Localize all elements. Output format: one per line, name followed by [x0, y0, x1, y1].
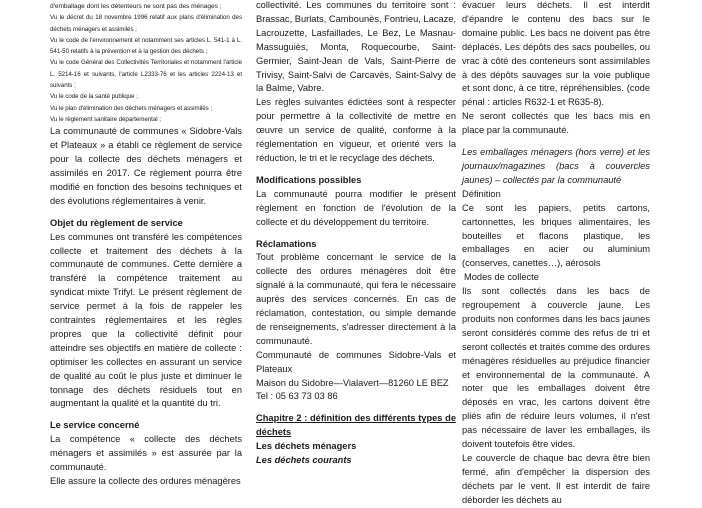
- middle-column: [256, 0, 456, 468]
- rules-paragraph: Les règles suivantes édictées sont à respecter pour permettre à la collectivité de mettre en œuvre un service de qualité, conforme à la réglementation en vigueur, et orienté vers la réduction, le tri et le recyclage des déchets.: [256, 97, 456, 163]
- left-column: [50, 1, 242, 489]
- right-intro-paragraph: évacuer leurs déchets. Il est interdit d'épandre le contenu des bacs sur le domaine public. Les bacs ne doivent pas être déplacés. Les dépôts des sacs poubelles, ou vrac à côté des conteneurs sont assimilables à des dépôts sauvages sur la voie publique et sont donc, à ce titre, répréhensibles. (code pénal : articles R632-1 et R635-8).: [462, 0, 650, 108]
- modes-label: Modes de collecte: [464, 272, 539, 283]
- right-column: [462, 0, 650, 508]
- reference-line: d'emballage dont les détenteurs ne sont pas des ménages ;: [50, 3, 222, 10]
- section-heading-objet: Objet du règlement de service: [50, 217, 183, 228]
- only-bacs-paragraph: Ne seront collectés que les bacs mis en place par la communauté.: [462, 111, 650, 136]
- chapter-subtitle: Les déchets ménagers: [256, 441, 357, 452]
- section-heading-reclamations: Réclamations: [256, 238, 317, 249]
- reference-line: Vu le plan d'élimination des déchets ménagers et assimilés ;: [50, 104, 213, 112]
- section-heading-service: Le service concerné: [50, 420, 140, 431]
- section-body-reclamations: Tout problème concernant le service de la collecte des ordures ménagères doit être signalé à la communauté, qui fera le nécessaire auprès des services concernés. En cas de réclamation, contestation, ou simple demande de renseignements, s'adresser directement à la communauté.: [256, 252, 456, 346]
- section-body-objet: Les communes ont transféré les compétences collecte et traitement des déchets à la communauté de communes. Cette dernière a transféré la compétence traitement au syndicat mixte Trifyl. Le présent règlement de service permet à la fois de rappeler les contraintes réglementaires et les règles propres que la collectivité définit pour atteindre ses objectifs en matière de collecte : optimiser les collectes en assurant un service de qualité au coût le plus juste et diminuer le tonnage des déchets résiduels tout en augmentant la qualité et la quantité du tri.: [50, 231, 242, 409]
- cut-off-line: Elle assure la collecte des ordures ménagères: [50, 476, 241, 487]
- definition-label: Définition: [462, 188, 501, 199]
- reference-line: Vu le code Général des Collectivités Territoriales et notamment l'article L. 5214-16 et suivants, l'article L2333-76 et les articles 2224-13 et suivants ;: [50, 59, 242, 90]
- communes-paragraph: collectivité. Les communes du territoire sont : Brassac, Burlats, Cambounès, Fontrieu, Lacaze, Lacrouzette, Lasfaillades, Le Bez, Le Masnau-Massuguiès, Monta, Roquecourbe, Saint-Germier, Saint-Jean de Vals, Saint-Pierre de Trivisy, Saint-Salvi de Carcavès, Saint-Salvy de la Balme, Vabre.: [256, 0, 456, 94]
- reference-line: Vu le code de la santé publique ;: [50, 93, 138, 101]
- section-body-modifications: La communauté pourra modifier le présent règlement en fonction de l'évolution de la collecte et du développement du territoire.: [256, 188, 456, 227]
- section-body-service: La compétence « collecte des déchets ménagers et assimilés » est assurée par la communauté.: [50, 434, 242, 473]
- contact-name: Communauté de communes Sidobre-Vals et Plateaux: [256, 349, 456, 374]
- contact-phone: Tel : 05 63 73 03 86: [256, 391, 338, 402]
- couvercle-paragraph: Le couvercle de chaque bac devra être bien fermé, afin d'empêcher la dispersion des déchets par le vent. Il est interdit de faire déborder les déchets au: [462, 453, 650, 505]
- section-heading-modifications: Modifications possibles: [256, 174, 362, 185]
- legal-references: [50, 1, 242, 125]
- chapter-title: Chapitre 2 : définition des différents types de déchets: [256, 413, 456, 438]
- contact-address: Maison du Sidobre—Vialavert—81260 LE BEZ: [256, 377, 449, 388]
- modes-body: Ils sont collectés dans les bacs de regroupement à couvercle jaune. Les produits non conformes dans les bacs jaunes seront considérés comme des refus de tri et seront collectés et traités comme des ordures ménagères résiduelles au préjudice financier et environnemental de la communauté. A noter que les emballages doivent être déposés en vrac, les cartons doivent être pliés afin de réduire leurs volumes, il n'est pas nécessaire de laver les emballages, ils doivent toutefois être vides.: [462, 286, 650, 450]
- definition-body: Ce sont les papiers, petits cartons, cartonnettes, les briques alimentaires, les bouteilles et flacons plastique, les emballages en acier ou aluminium (conserves, canettes…), aérosols: [462, 202, 650, 269]
- reference-line: Vu le code de l'environnement et notamment ses articles L. 541-1 à L. 541-50 relatifs à la prévention et à la gestion des déchets ;: [50, 36, 242, 56]
- chapter-subsubtitle: Les déchets courants: [256, 455, 352, 466]
- emballages-heading: Les emballages ménagers (hors verre) et les journaux/magazines (bacs à couvercles jaunes) – collectés par la communauté: [462, 147, 650, 185]
- intro-paragraph: La communauté de communes « Sidobre-Vals et Plateaux » a établi ce règlement de service pour la collecte des déchets ménagers et assimilés en 2017. Ce règlement pourra être modifié en fonction des besoins techniques et des évolutions réglementaires à venir.: [50, 126, 242, 206]
- reference-line: Vu le décret du 18 novembre 1996 relatif aux plans d'élimination des déchets ménagers et assimilés ;: [50, 14, 242, 33]
- reference-line: Vu le règlement sanitaire départemental ;: [50, 115, 161, 123]
